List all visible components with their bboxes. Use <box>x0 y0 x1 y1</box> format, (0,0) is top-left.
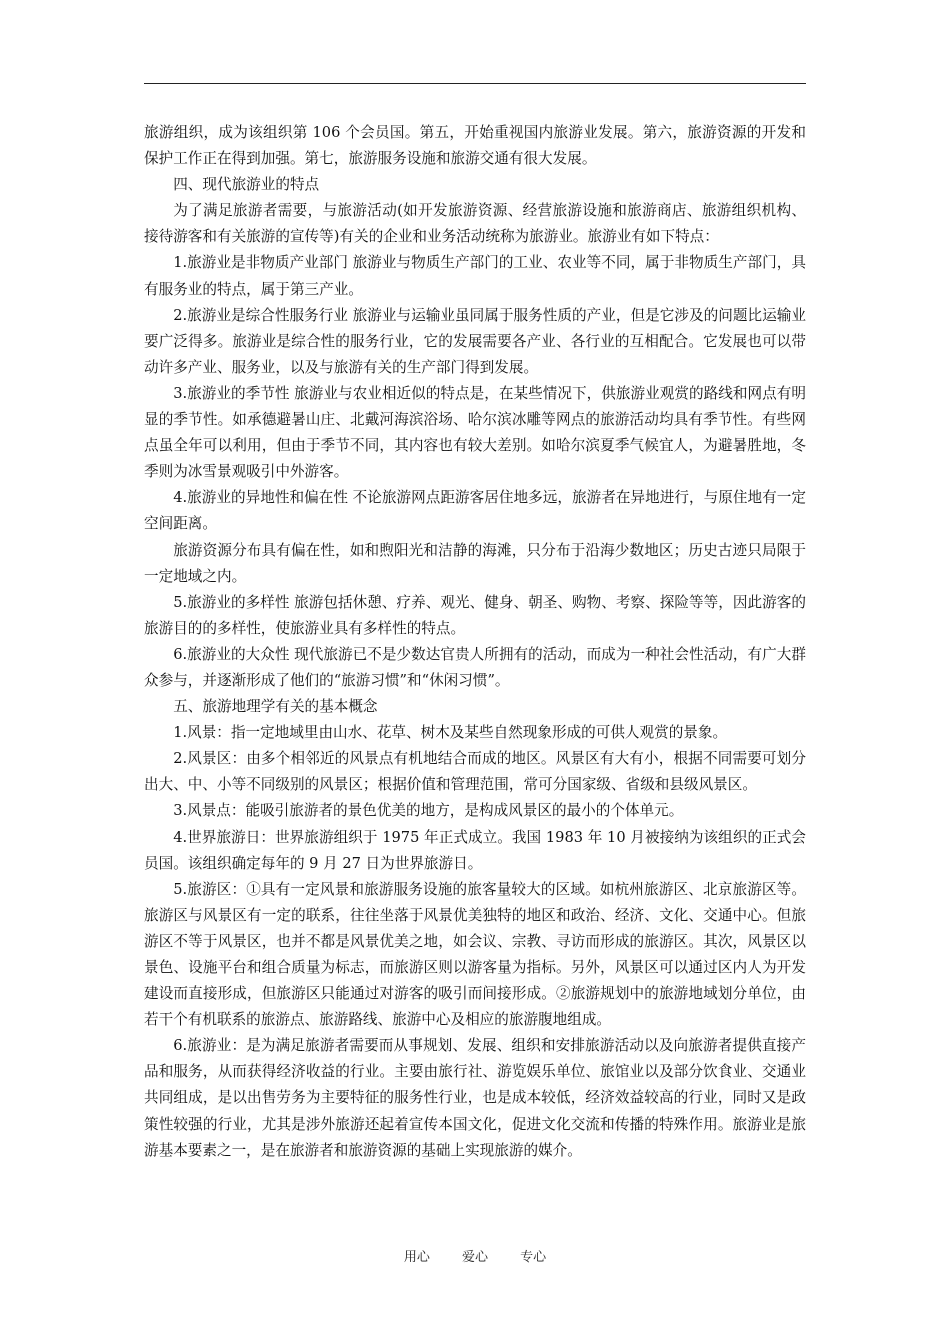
list-item: 5.旅游业的多样性 旅游包括休憩、疗养、观光、健身、朝圣、购物、考察、探险等等，因此游客的旅游目的的多样性，使旅游业具有多样性的特点。 <box>144 593 806 637</box>
footer-text: 爱心 <box>461 1250 488 1265</box>
paragraph: 旅游资源分布具有偏在性，如和煦阳光和洁静的海滩，只分布于沿海少数地区；历史古迹只局限于一定地域之内。 <box>144 541 806 585</box>
list-item: 4.世界旅游日：世界旅游组织于 1975 年正式成立。我国 1983 年 10 月被接纳为该组织的正式会员国。该组织确定每年的 9 月 27 日为世界旅游日。 <box>144 828 806 872</box>
body-text <box>144 120 806 1164</box>
list-item: 6.旅游业：是为满足旅游者需要而从事规划、发展、组织和安排旅游活动以及向旅游者提供直接产品和服务，从而获得经济收益的行业。主要由旅行社、游览娱乐单位、旅馆业以及部分饮食业、交通业共同组成，是以出售劳务为主要特征的服务性行业，也是成本较低，经济效益较高的行业，同时又是政策性较强的行业，尤其是涉外旅游还起着宣传本国文化，促进文化交流和传播的特殊作用。旅游业是旅游基本要素之一，是在旅游者和旅游资源的基础上实现旅游的媒介。 <box>144 1037 806 1159</box>
paragraph: 为了满足旅游者需要，与旅游活动(如开发旅游资源、经营旅游设施和旅游商店、旅游组织机构、接待游客和有关旅游的宣传等)有关的企业和业务活动统称为旅游业。旅游业有如下特点： <box>144 202 806 246</box>
footer-text: 专心 <box>520 1250 547 1265</box>
paragraph: 旅游组织，成为该组织第 106 个会员国。第五，开始重视国内旅游业发展。第六，旅游资源的开发和保护工作正在得到加强。第七，旅游服务设施和旅游交通有很大发展。 <box>144 124 806 168</box>
list-item: 4.旅游业的异地性和偏在性 不论旅游网点距游客居住地多远，旅游者在异地进行，与原住地有一定空间距离。 <box>144 489 806 533</box>
list-item: 6.旅游业的大众性 现代旅游已不是少数达官贵人所拥有的活动，而成为一种社会性活动，有广大群众参与，并逐渐形成了他们的“旅游习惯”和“休闲习惯”。 <box>144 645 806 689</box>
page-footer <box>0 1246 950 1265</box>
section-heading: 五、旅游地理学有关的基本概念 <box>173 698 378 716</box>
list-item: 2.旅游业是综合性服务行业 旅游业与运输业虽同属于服务性质的产业，但是它涉及的问题比运输业要广泛得多。旅游业是综合性的服务行业，它的发展需要各产业、各行业的互相配合。它发展也可以带动许多产业、服务业，以及与旅游有关的生产部门得到发展。 <box>144 306 806 376</box>
section-heading: 四、现代旅游业的特点 <box>173 176 320 194</box>
list-item: 1.旅游业是非物质产业部门 旅游业与物质生产部门的工业、农业等不同，属于非物质生产部门，具有服务业的特点，属于第三产业。 <box>144 254 806 298</box>
list-item: 2.风景区：由多个相邻近的风景点有机地结合而成的地区。风景区有大有小，根据不同需要可划分出大、中、小等不同级别的风景区；根据价值和管理范围，常可分国家级、省级和县级风景区。 <box>144 750 806 794</box>
header-rule <box>144 83 806 84</box>
footer-text: 用心 <box>403 1250 430 1265</box>
list-item: 3.风景点：能吸引旅游者的景色优美的地方，是构成风景区的最小的个体单元。 <box>173 802 684 820</box>
list-item: 1.风景：指一定地域里由山水、花草、树木及某些自然现象形成的可供人观赏的景象。 <box>173 724 728 742</box>
list-item: 3.旅游业的季节性 旅游业与农业相近似的特点是，在某些情况下，供旅游业观赏的路线和网点有明显的季节性。如承德避暑山庄、北戴河海滨浴场、哈尔滨冰雕等网点的旅游活动均具有季节性。有些网点虽全年可以利用，但由于季节不同，其内容也有较大差别。如哈尔滨夏季气候宜人，为避暑胜地，冬季则为冰雪景观吸引中外游客。 <box>144 384 806 481</box>
list-item: 5.旅游区：①具有一定风景和旅游服务设施的旅客量较大的区域。如杭州旅游区、北京旅游区等。旅游区与风景区有一定的联系，往往坐落于风景优美独特的地区和政治、经济、文化、交通中心。但旅游区不等于风景区，也并不都是风景优美之地，如会议、宗教、寻访而形成的旅游区。其次，风景区以景色、设施平台和组合质量为标志，而旅游区则以游客量为指标。另外，风景区可以通过区内人为开发建设而直接形成，但旅游区只能通过对游客的吸引而间接形成。②旅游规划中的旅游地域划分单位，由若干个有机联系的旅游点、旅游路线、旅游中心及相应的旅游腹地组成。 <box>144 880 806 1029</box>
